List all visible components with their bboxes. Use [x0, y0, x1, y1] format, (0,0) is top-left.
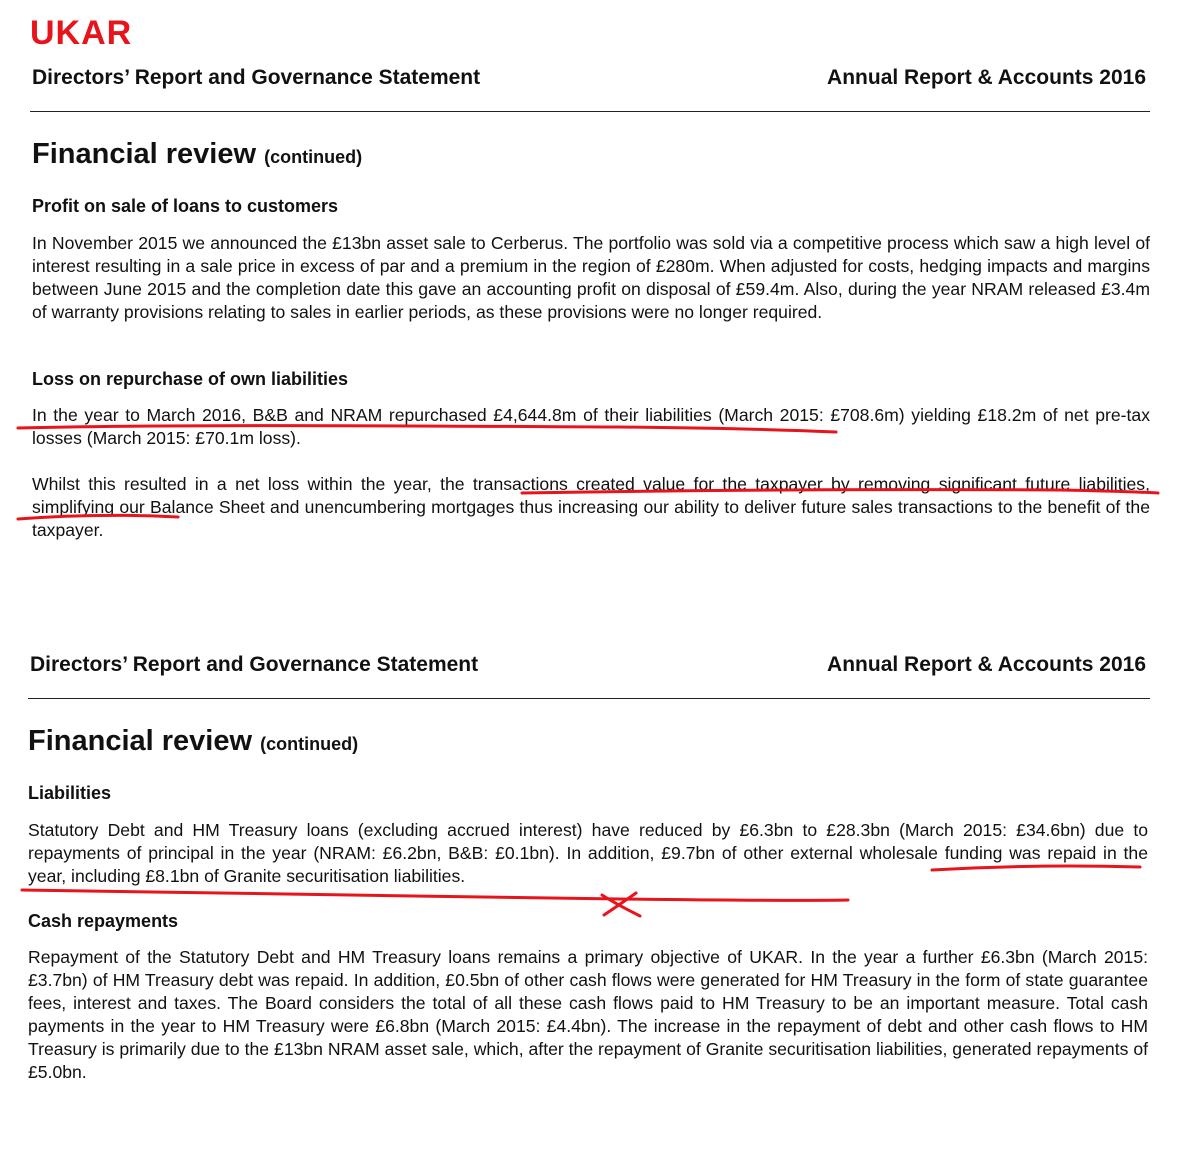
page2-section2-heading: Cash repayments — [28, 911, 179, 931]
page2-title-text: Financial review — [28, 725, 253, 757]
page2-section1-paragraph: Statutory Debt and HM Treasury loans (excluding accrued interest) have reduced by £6.3bn to £28.3bn (March 2015: £34.6bn) due to repayments of principal in the year (NRAM: £6.2bn, B&B: £0.1bn). In addition, £9.7bn of other external wholesale funding was repaid in the year, including £8.1bn of Granite securitisation liabilities. — [28, 820, 1148, 886]
page1-title-suffix: (continued) — [264, 147, 363, 167]
page2-title — [28, 725, 358, 758]
page1-title — [32, 138, 362, 171]
page2-section1-heading: Liabilities — [28, 783, 112, 803]
page1-header-right: Annual Report & Accounts 2016 — [827, 66, 1146, 89]
page1-section1-heading: Profit on sale of loans to customers — [32, 196, 339, 216]
page1-section2-paragraph1: In the year to March 2016, B&B and NRAM repurchased £4,644.8m of their liabilities (March 2015: £708.6m) yielding £18.2m of net pre-tax losses (March 2015: £70.1m loss). — [32, 405, 1150, 448]
page2-header-right: Annual Report & Accounts 2016 — [827, 653, 1146, 676]
page2-header-left: Directors’ Report and Governance Statement — [30, 653, 479, 676]
underline-wholesale-funding — [22, 890, 848, 900]
page1-title-text: Financial review — [32, 138, 257, 170]
page2-section2-paragraph: Repayment of the Statutory Debt and HM Treasury loans remains a primary objective of UKAR. In the year a further £6.3bn (March 2015: £3.7bn) of HM Treasury debt was repaid. In addition, £0.5bn of other cash flows were generated for HM Treasury in the form of state guarantee fees, interest and taxes. The Board considers the total of all these cash flows paid to HM Treasury to be an important measure. Total cash payments in the year to HM Treasury were £6.8bn (March 2015: £4.4bn). The increase in the repayment of debt and other cash flows to HM Treasury is primarily due to the £13bn NRAM asset sale, which, after the repayment of Granite securitisation liabilities, generated repayments of £5.0bn. — [28, 947, 1148, 1082]
page2-title-suffix: (continued) — [260, 734, 359, 754]
page1-header-rule — [30, 111, 1150, 112]
page1-header-left: Directors’ Report and Governance Statement — [32, 66, 481, 89]
page1-section2-paragraph2: Whilst this resulted in a net loss within the year, the transactions created value for the taxpayer by removing significant future liabilities, simplifying our Balance Sheet and unencumbering mortgages thus increasing our ability to deliver future sales transactions to the benefit of the taxpayer. — [32, 474, 1150, 540]
page1-section1-paragraph: In November 2015 we announced the £13bn asset sale to Cerberus. The portfolio was sold via a competitive process which saw a high level of interest resulting in a sale price in excess of par and a premium in the region of £280m. When adjusted for costs, hedging impacts and margins between June 2015 and the completion date this gave an accounting profit on disposal of £59.4m. Also, during the year NRAM released £3.4m of warranty provisions relating to sales in earlier periods, as these provisions were no longer required. — [32, 233, 1150, 322]
page1-section2-heading: Loss on repurchase of own liabilities — [32, 369, 349, 389]
cross-mark — [602, 895, 640, 916]
page2-header-rule — [28, 698, 1150, 699]
ukar-logo: UKAR — [30, 14, 133, 52]
